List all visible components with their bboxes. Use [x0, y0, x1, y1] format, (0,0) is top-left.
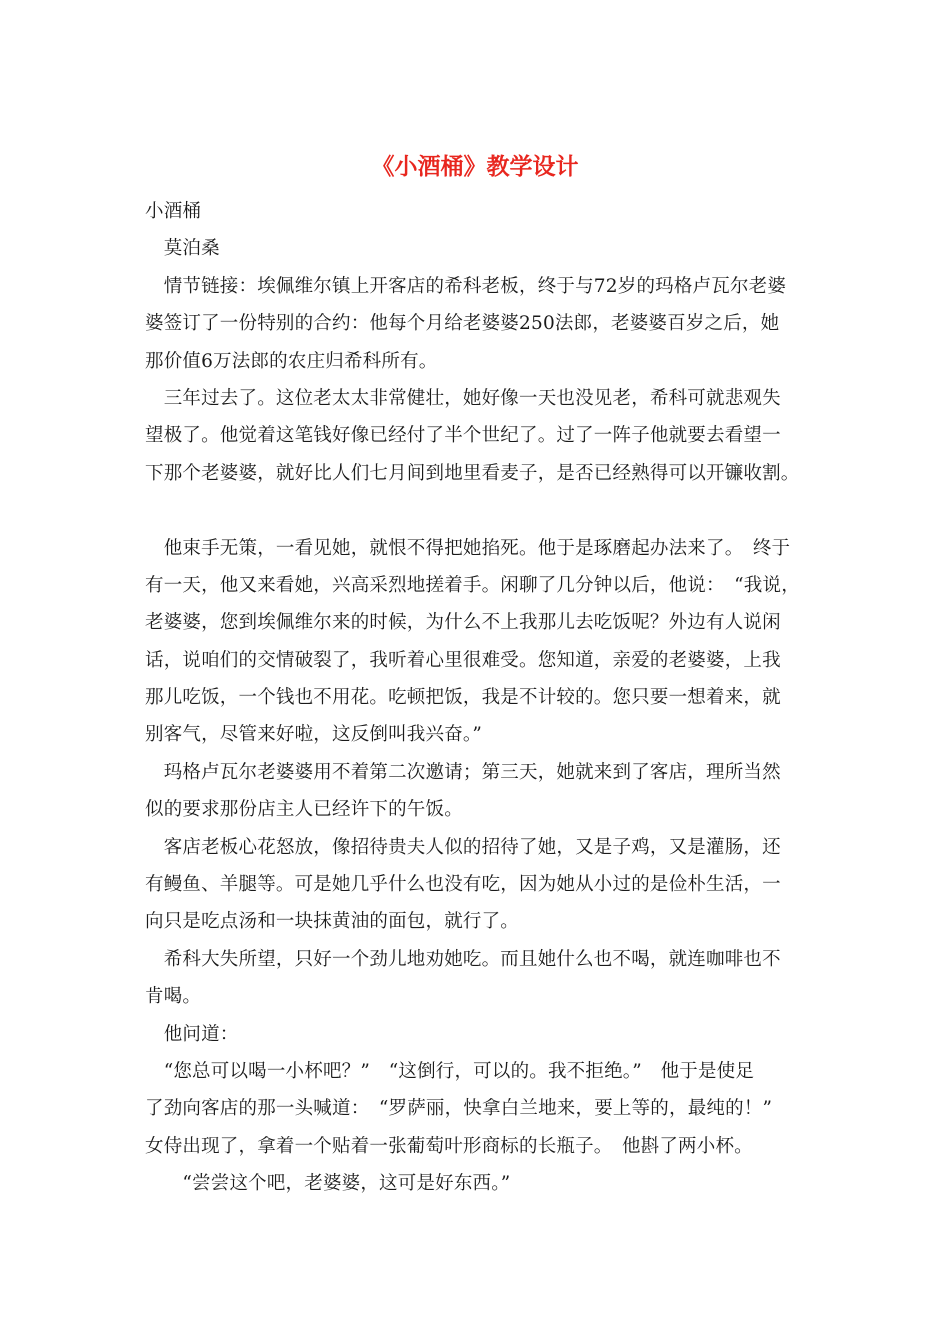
text-line: 希科大失所望，只好一个劲儿地劝她吃。而且她什么也不喝，就连咖啡也不	[145, 948, 781, 970]
text-line: 那儿吃饭，一个钱也不用花。吃顿把饭，我是不计较的。您只要一想着来，就	[145, 687, 781, 709]
text-line: 他问道：	[145, 1023, 239, 1045]
text-line: 似的要求那份店主人已经许下的午饭。	[145, 799, 463, 821]
text-line: 别客气，尽管来好啦，这反倒叫我兴奋。”	[145, 724, 483, 746]
text-line: 三年过去了。这位老太太非常健壮，她好像一天也没见老，希科可就悲观失	[145, 387, 781, 409]
text-line: 他束手无策，一看见她，就恨不得把她掐死。他于是琢磨起办法来了。 终于	[145, 537, 791, 559]
text-line: 下那个老婆婆，就好比人们七月间到地里看麦子，是否已经熟得可以开镰收割。	[145, 462, 800, 484]
text-line: “您总可以喝一小杯吧？” “这倒行，可以的。我不拒绝。” 他于是使足	[145, 1060, 755, 1082]
text-line: 有一天，他又来看她，兴高采烈地搓着手。闲聊了几分钟以后，他说： “我说，	[145, 574, 800, 596]
text-line: 话，说咱们的交情破裂了，我听着心里很难受。您知道，亲爱的老婆婆，上我	[145, 649, 781, 671]
blank-line	[145, 492, 825, 529]
text-line: 小酒桶	[145, 201, 202, 222]
text-line: 玛格卢瓦尔老婆婆用不着第二次邀请；第三天，她就来到了客店，理所当然	[145, 761, 781, 783]
text-line: 肯喝。	[145, 986, 202, 1008]
text-line: 情节链接：埃佩维尔镇上开客店的希科老板，终于与72岁的玛格卢瓦尔老婆	[145, 275, 787, 297]
text-line: 了劲向客店的那一头喊道： “罗萨丽，快拿白兰地来，要上等的，最纯的！”	[145, 1098, 773, 1120]
document-body	[145, 193, 825, 1203]
text-line: 望极了。他觉着这笔钱好像已经付了半个世纪了。过了一阵子他就要去看望一	[145, 425, 781, 447]
text-line: 莫泊桑	[145, 238, 220, 260]
text-line: 女侍出现了，拿着一个贴着一张葡萄叶形商标的长瓶子。 他斟了两小杯。	[145, 1135, 753, 1157]
text-line: “尝尝这个吧，老婆婆，这可是好东西。”	[145, 1173, 511, 1195]
text-line: 婆签订了一份特别的合约：他每个月给老婆婆250法郎，老婆婆百岁之后，她	[145, 313, 780, 335]
document-title: 《小酒桶》教学设计	[371, 154, 579, 180]
text-line: 向只是吃点汤和一块抹黄油的面包，就行了。	[145, 911, 520, 933]
text-line: 有鳗鱼、羊腿等。可是她几乎什么也没有吃，因为她从小过的是俭朴生活，一	[145, 874, 781, 896]
text-line: 老婆婆，您到埃佩维尔来的时候，为什么不上我那儿去吃饭呢？外边有人说闲	[145, 612, 781, 634]
text-line: 客店老板心花怒放，像招待贵夫人似的招待了她，又是子鸡，又是灌肠，还	[145, 836, 781, 858]
text-line: 那价值6万法郎的农庄归希科所有。	[145, 350, 438, 372]
